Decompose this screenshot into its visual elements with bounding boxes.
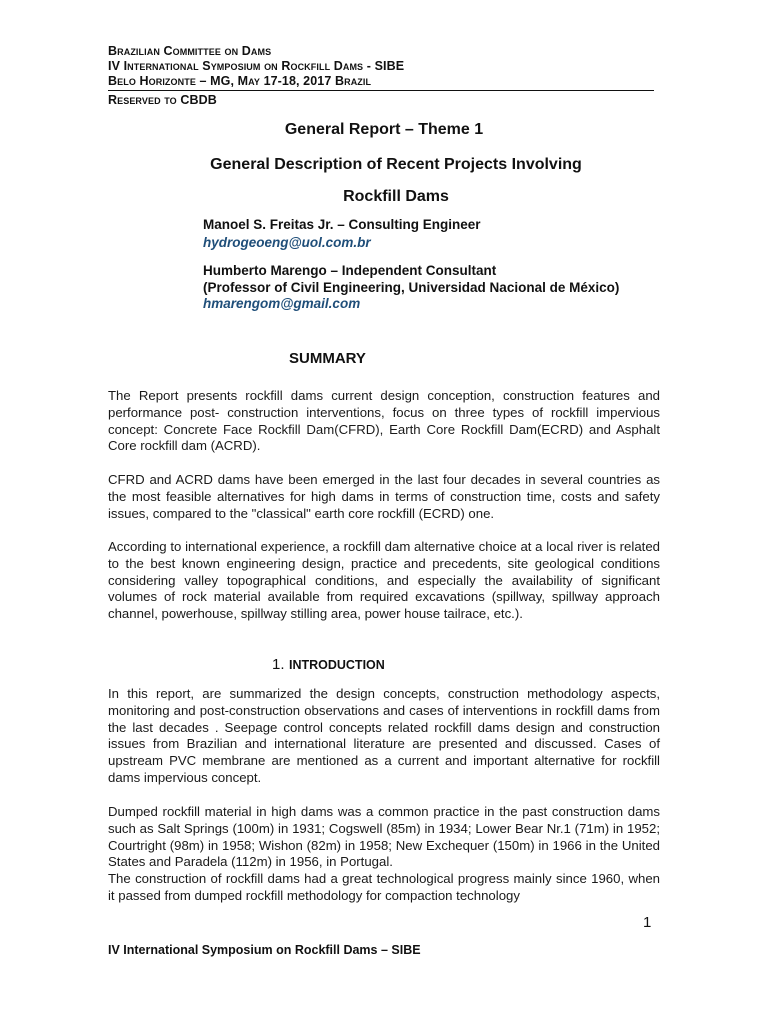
- author-2-email[interactable]: hmarengom@gmail.com: [203, 296, 361, 311]
- author-1-name: Manoel S. Freitas Jr. – Consulting Engineer: [203, 217, 481, 232]
- introduction-heading: [272, 656, 385, 674]
- header-committee: Brazilian Committee on Dams: [108, 44, 272, 58]
- summary-heading: SUMMARY: [289, 350, 366, 367]
- summary-paragraph: According to international experience, a rockfill dam alternative choice at a local river is related to the best known engineering design, practice and precedents, site geological conditions considering valley topographical conditions, and especially the availability of significant volumes of rock material available from required excavations (spillway, spillway approach channel, powerhouse, spillway stilling area, power house tailrace, etc.).: [108, 539, 660, 622]
- author-2-affiliation: (Professor of Civil Engineering, Universidad Nacional de México): [203, 280, 620, 295]
- introduction-paragraph: In this report, are summarized the design concepts, construction methodology aspects, monitoring and post-construction observations and cases of interventions in rockfill dams from the last decades . Seepage control concepts related rockfill dams design and construction issues from Brazilian and international literature are presented and discussed. Cases of upstream PVC membrane are mentioned as a current and important alternative for rockfill dams impervious concept.: [108, 686, 660, 785]
- header-location-date: Belo Horizonte – MG, May 17-18, 2017 Brazil: [108, 74, 372, 88]
- author-2-name: Humberto Marengo – Independent Consultant: [203, 263, 497, 278]
- report-subtitle-line1: General Description of Recent Projects Involving: [210, 156, 582, 173]
- introduction-paragraph: The construction of rockfill dams had a great technological progress mainly since 1960, when it passed from dumped rockfill methodology for compaction technology: [108, 871, 660, 903]
- page-number: 1: [643, 914, 652, 931]
- report-title: General Report – Theme 1: [284, 121, 484, 138]
- introduction-paragraph: Dumped rockfill material in high dams was a common practice in the past construction dams such as Salt Springs (100m) in 1931; Cogswell (85m) in 1934; Lower Bear Nr.1 (71m) in 1952; Courtright (98m) in 1958; Wishon (82m) in 1958; New Exchequer (150m) in 1966 in the United States and Paradela (112m) in 1956, in Portugal.: [108, 804, 660, 870]
- header-reserved: Reserved to CBDB: [108, 93, 217, 107]
- report-subtitle-line2: Rockfill Dams: [343, 188, 449, 205]
- footer-text: IV International Symposium on Rockfill Dams – SIBE: [108, 943, 421, 957]
- header-divider: [108, 90, 654, 91]
- summary-paragraph: CFRD and ACRD dams have been emerged in the last four decades in several countries as the most feasible alternatives for high dams in terms of construction time, costs and safety issues, compared to the "classical" earth core rockfill (ECRD) one.: [108, 472, 660, 521]
- section-title: INTRODUCTION: [288, 658, 385, 672]
- header-symposium: IV International Symposium on Rockfill Dams - SIBE: [108, 59, 405, 73]
- author-1-email[interactable]: hydrogeoeng@uol.com.br: [203, 235, 371, 250]
- summary-paragraph: The Report presents rockfill dams current design conception, construction features and performance post- construction interventions, focus on three types of rockfill impervious concept: Concrete Face Rockfill Dam(CFRD), Earth Core Rockfill Dam(ECRD) and Asphalt Core rockfill dam (ACRD).: [108, 388, 660, 454]
- section-number: 1.: [272, 656, 285, 673]
